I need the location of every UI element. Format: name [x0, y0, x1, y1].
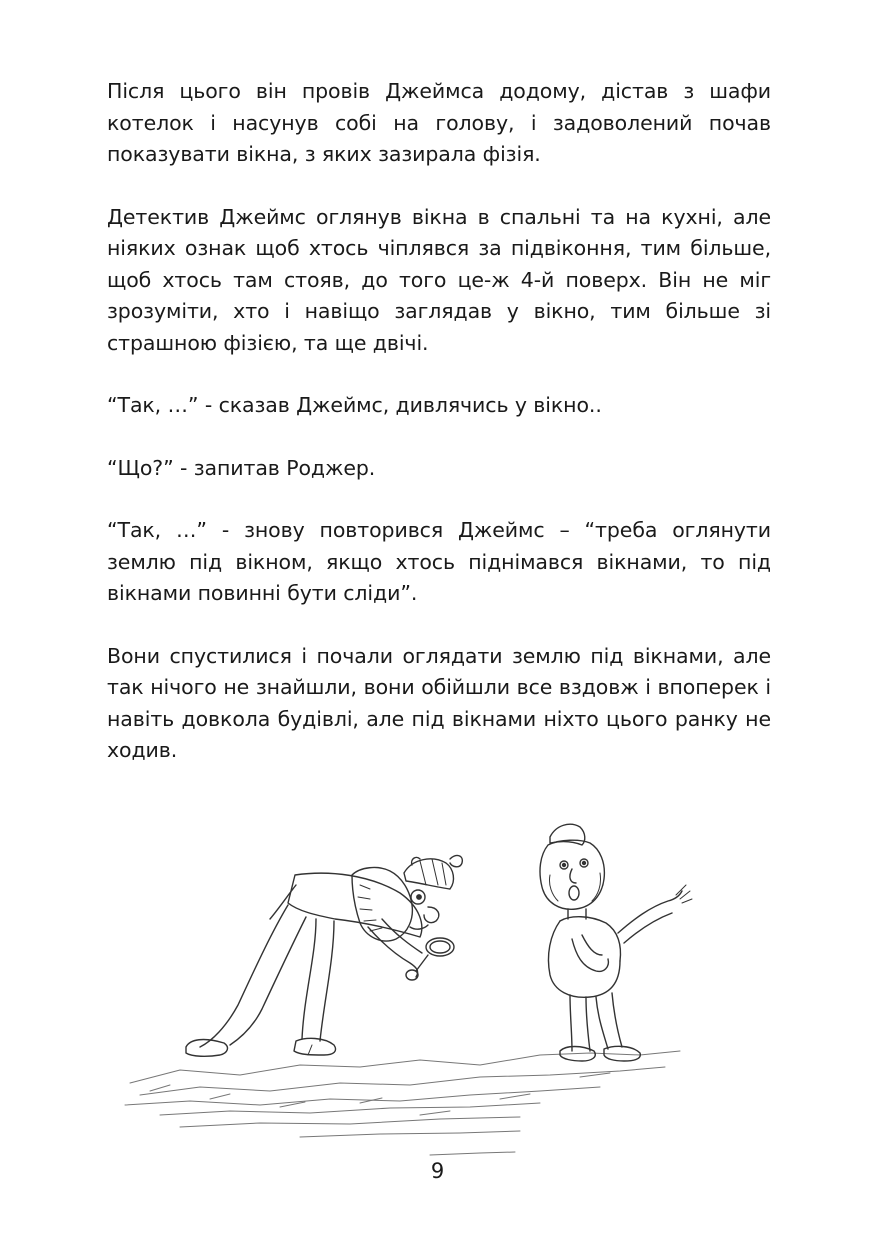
- detective-figure: [186, 856, 462, 1057]
- paragraph: Після цього він провів Джеймса додому, дістав з шафи котелок і насунув собі на голову, і задоволений почав показувати вікна, з яких зазирала фізія.: [107, 79, 771, 166]
- paragraph: “Так, …” - сказав Джеймс, дивлячись у вікно..: [107, 393, 602, 417]
- paragraph: “Так, …” - знову повторився Джеймс – “треба оглянути землю під вікном, якщо хтось піднімався вікнами, то під вікнами повинні бути сліди”.: [107, 518, 771, 605]
- roger-figure: [540, 824, 692, 1061]
- paragraph: “Що?” - запитав Роджер.: [107, 455, 376, 480]
- sketch-illustration: [120, 815, 720, 1160]
- page-number: 9: [430, 1159, 445, 1183]
- ground-shadow: [125, 1051, 680, 1155]
- paragraph: Вони спустилися і почали оглядати землю під вікнами, але так нічого не знайшли, вони обійшли все вздовж і впоперек і навіть довкола будівлі, але під вікнами ніхто цього ранку не ходив.: [107, 643, 771, 762]
- paragraph: Детектив Джеймс оглянув вікна в спальні та на кухні, але ніяких ознак щоб хтось чіплявся за підвіконня, тим більше, щоб хтось там стояв, до того це-ж 4-й поверх. Він не міг зрозуміти, хто і навіщо заглядав у вікно, тим більше зі страшною фізією, та ще двічі.: [107, 204, 771, 355]
- story-text: [107, 76, 771, 798]
